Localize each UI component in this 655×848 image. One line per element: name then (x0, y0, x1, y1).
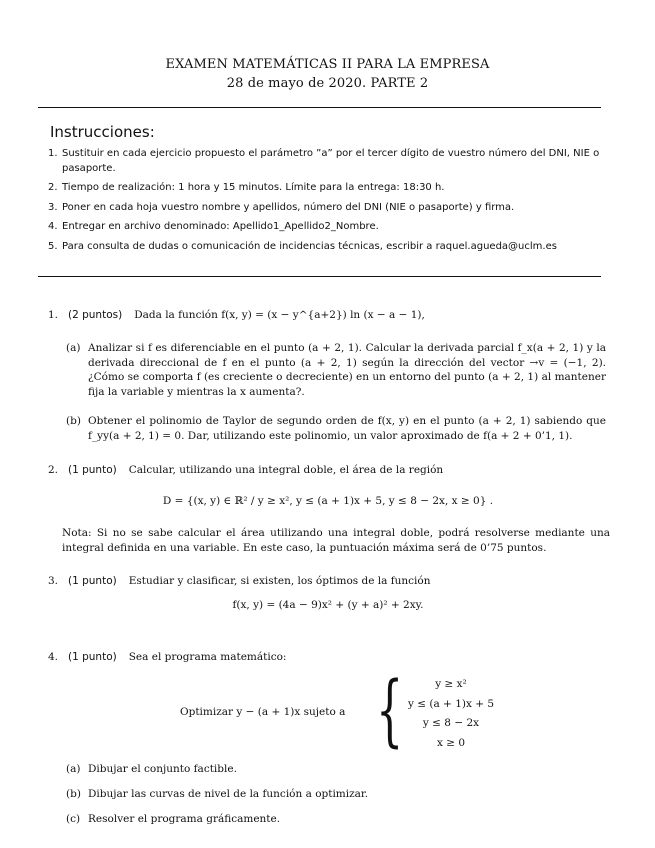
problem-2-points: (1 punto) (68, 464, 117, 476)
exam-subtitle: 28 de mayo de 2020. PARTE 2 (226, 75, 429, 91)
constraint-item: y ≤ 8 − 2x (422, 717, 480, 729)
exam-header (0, 56, 655, 94)
problem-4a: (a) Dibujar el conjunto factible. (66, 763, 237, 775)
constraint-list (396, 675, 506, 753)
problem-2-note: Nota: Si no se sabe calcular el área utilizando una integral doble, podrá resolverse mediante una integral definida en una variable. En este caso, la puntuación máxima será de 0’75 puntos. (62, 527, 610, 554)
instructions-title: Instrucciones: (50, 123, 155, 141)
problem-1-points: (2 puntos) (68, 309, 123, 321)
problem-1a: (a) Analizar si f es diferenciable en el punto (a + 2, 1). Calcular la derivada parcial f_x(a + 2, 1) y la derivada direccional de f en el punto (a + 2, 1) según la dirección del vector →v = (−1, 2). ¿Cómo se comporta f (es creciente o decreciente) en un entorno del punto (a + 2, 1) al mantener fija la variable y mientras la x aumenta?. (66, 342, 606, 399)
instruction-item: 3. Poner en cada hoja vuestro nombre y apellidos, número del DNI (NIE o pasaporte) y firma. (48, 201, 515, 213)
exam-title: EXAMEN MATEMÁTICAS II PARA LA EMPRESA (165, 57, 490, 72)
problem-1-intro: Dada la función f(x, y) = (x − y^{a+2}) ln (x − a − 1), (134, 309, 425, 321)
problem-3-points: (1 punto) (68, 575, 117, 587)
problem-4-objective: Optimizar y − (a + 1)x sujeto a (180, 706, 346, 718)
instruction-item: 1. Sustituir en cada ejercicio propuesto el parámetro ”a” por el tercer dígito de vuestro número del DNI, NIE o pasaporte. (48, 148, 600, 174)
constraint-item: y ≥ x² (435, 678, 467, 690)
constraint-item: x ≥ 0 (436, 736, 466, 749)
problem-3-intro: Estudiar y clasificar, si existen, los óptimos de la función (128, 575, 431, 587)
top-rule (38, 107, 601, 108)
instructions-bottom-rule (38, 276, 601, 277)
instructions-list (48, 147, 604, 259)
problem-4-intro: Sea el programa matemático: (128, 651, 287, 663)
problem-1b-text: Obtener el polinomio de Taylor de segundo orden de f(x, y) en el punto (a + 2, 1) sabiendo que f_yy(a + 2, 1) = 0. Dar, utilizando este polinomio, un valor aproximado de f(a + 2 + 0’1, 1). (88, 415, 606, 442)
problem-4: 4. (1 punto) Sea el programa matemático: (48, 651, 287, 663)
problem-3: 3. (1 punto) Estudiar y clasificar, si existen, los óptimos de la función (48, 575, 431, 587)
instruction-item: 4. Entregar en archivo denominado: Apellido1_Apellido2_Nombre. (48, 221, 379, 232)
problem-4-points: (1 punto) (68, 651, 117, 663)
problem-2-intro: Calcular, utilizando una integral doble, el área de la región (128, 464, 444, 476)
instruction-item: 5. Para consulta de dudas o comunicación de incidencias técnicas, escribir a raquel.agueda@uclm.es (48, 240, 557, 252)
instruction-item: 2. Tiempo de realización: 1 hora y 15 minutos. Límite para la entrega: 18:30 h. (48, 182, 445, 193)
problem-3-function: f(x, y) = (4a − 9)x² + (y + a)² + 2xy. (232, 599, 424, 611)
problem-1: 1. (2 puntos) Dada la función f(x, y) = (x − y^{a+2}) ln (x − a − 1), (48, 309, 425, 321)
problem-4b: (b) Dibujar las curvas de nivel de la función a optimizar. (66, 788, 369, 800)
constraint-brace: { (376, 666, 404, 756)
problem-2-region: D = {(x, y) ∈ ℝ² / y ≥ x², y ≤ (a + 1)x + 5, y ≤ 8 − 2x, x ≥ 0} . (162, 495, 494, 507)
problem-1a-text: Analizar si f es diferenciable en el punto (a + 2, 1). Calcular la derivada parcial f_x(a + 2, 1) y la derivada direccional de f en el punto (a + 2, 1) según la dirección del vector →v = (−1, 2). ¿Cómo se comporta f (es creciente o decreciente) en un entorno del punto (a + 2, 1) al mantener fija la variable y mientras la x aumenta?. (88, 342, 606, 399)
problem-4-program (180, 666, 510, 756)
problem-2: 2. (1 punto) Calcular, utilizando una integral doble, el área de la región (48, 464, 444, 476)
problem-4c: (c) Resolver el programa gráficamente. (66, 813, 281, 825)
problem-1b: (b) Obtener el polinomio de Taylor de segundo orden de f(x, y) en el punto (a + 2, 1) sabiendo que f_yy(a + 2, 1) = 0. Dar, utilizando este polinomio, un valor aproximado de f(a + 2 + 0’1, 1). (66, 415, 606, 442)
constraint-item: y ≤ (a + 1)x + 5 (407, 697, 495, 710)
